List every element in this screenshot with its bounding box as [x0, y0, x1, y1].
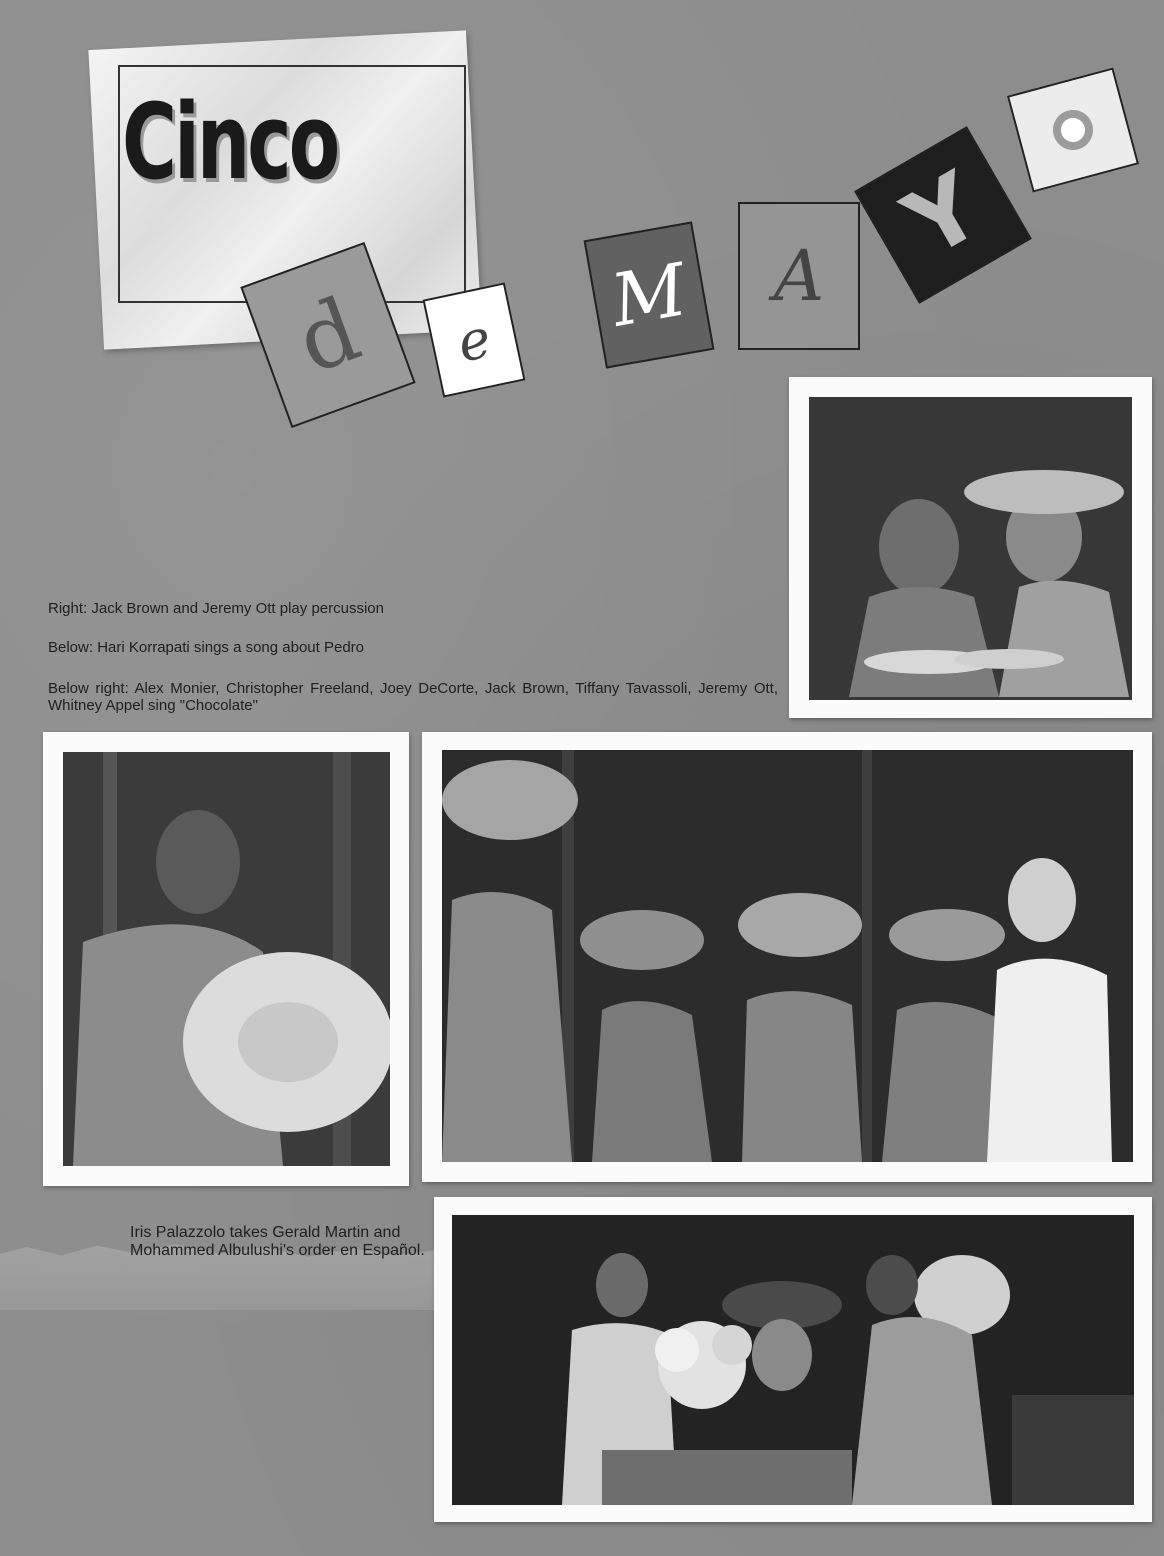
photo-frame-singer — [43, 732, 409, 1186]
photo-frame-percussion — [789, 377, 1152, 718]
percussion-photo — [809, 397, 1132, 700]
title-cinco: Cinco — [122, 81, 338, 203]
caption-restaurant: Iris Palazzolo takes Gerald Martin and Mohammed Albulushi's order en Español. — [130, 1224, 425, 1259]
letter-tile-a — [738, 202, 860, 350]
letter-d: d — [283, 276, 373, 394]
letter-a: A — [773, 235, 825, 317]
restaurant-photo — [452, 1215, 1134, 1505]
letter-tile-o — [1007, 67, 1139, 192]
photo-frame-restaurant — [434, 1197, 1152, 1522]
caption-right: Right: Jack Brown and Jeremy Ott play percussion — [48, 600, 384, 617]
letter-tile-e — [423, 282, 526, 397]
group-photo — [442, 750, 1133, 1162]
letter-tile-m — [584, 221, 715, 368]
singer-photo — [63, 752, 390, 1166]
caption-below: Below: Hari Korrapati sings a song about Pedro — [48, 639, 365, 656]
photo-frame-group — [422, 732, 1152, 1182]
letter-y: Y — [887, 152, 999, 278]
letter-tile-y — [854, 126, 1032, 304]
letter-m: M — [605, 247, 693, 343]
caption-below-right: Below right: Alex Monier, Christopher Freeland, Joey DeCorte, Jack Brown, Tiffany Tavassoli, Jeremy Ott, Whitney Appel sing "Chocolate" — [48, 680, 778, 714]
letter-e: e — [451, 305, 497, 375]
letter-o-mark — [1049, 106, 1098, 155]
